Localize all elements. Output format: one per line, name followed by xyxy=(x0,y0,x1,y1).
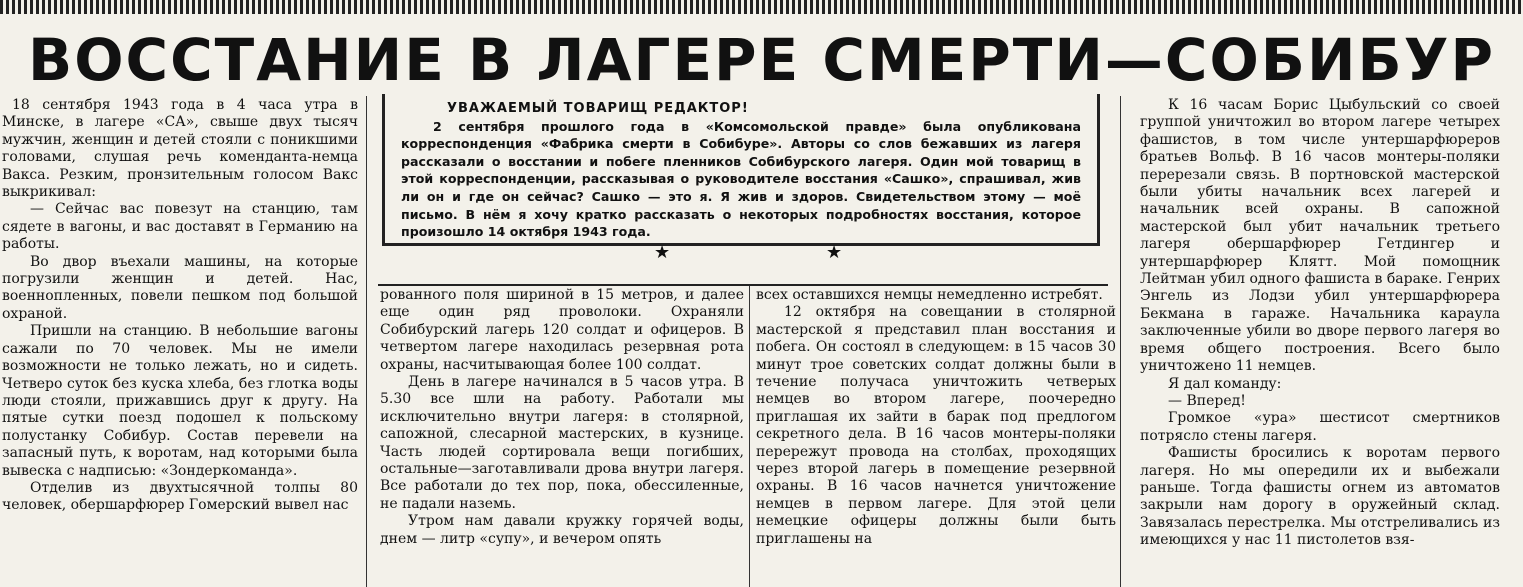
paragraph: — Сейчас вас повезут на станцию, там сядете в вагоны, и вас доставят в Германию на работы. xyxy=(2,201,358,253)
article-column-3 xyxy=(380,287,744,587)
article-column-5 xyxy=(1140,97,1500,587)
paragraph: Во двор въехали машины, на которые погрузили женщин и детей. Нас, военнопленных, повели пешком под большой охраной. xyxy=(2,253,358,322)
column-divider xyxy=(366,96,367,587)
top-border-band xyxy=(0,0,1523,14)
star-ornament: ★ xyxy=(654,242,671,263)
section-rule xyxy=(378,284,1108,286)
page-headline: ВОССТАНИЕ В ЛАГЕРЕ СМЕРТИ—СОБИБУР xyxy=(28,26,1495,94)
paragraph: 18 сентября 1943 года в 4 часа утра в Минске, в лагере «СА», свыше двух тысяч мужчин, женщин и детей стояли с поникшими головами, слушая речь коменданта-немца Вакса. Резким, пронзительным голосом Вакс выкрикивал: xyxy=(2,97,358,201)
letter-body: 2 сентября прошлого года в «Комсомольской правде» была опубликована корреспонденция «Фабрика смерти в Собибуре». Авторы со слов бежавших из лагеря рассказали о восстании и побеге пленников Собибурского лагеря. Один мой товарищ в этой корреспонденции, рассказывая о руководителе восстания «Сашко», спрашивал, жив ли он и где он сейчас? Сашко — это я. Я жив и здоров. Свидетельством этому — моё письмо. В нём я хочу кратко рассказать о некоторых подробностях восстания, которое произошло 14 октября 1943 года. xyxy=(401,118,1081,240)
paragraph: 12 октября на совещании в столярной мастерской я представил план восстания и побега. Он состоял в следующем: в 15 часов 30 минут трое советских солдат должны были в течение получаса уничтожить четверых немцев во втором лагере, поочередно приглашая их зайти в барак под предлогом секретного дела. В 16 часов монтеры-поляки перережут провода на столбах, проходящих через второй лагерь в помещение резервной охраны. В 16 часов начнется уничтожение немцев в первом лагере. Для этой цели немецкие офицеры должны были быть приглашены на xyxy=(756,304,1116,547)
paragraph: — Вперед! xyxy=(1168,392,1246,409)
letter-heading: УВАЖАЕМЫЙ ТОВАРИЩ РЕДАКТОР! xyxy=(447,101,749,116)
star-ornament: ★ xyxy=(826,242,843,263)
paragraph: Я дал команду: xyxy=(1168,375,1282,392)
article-column-1 xyxy=(2,97,358,587)
paragraph: Фашисты бросились к воротам первого лагеря. Но мы опередили их и выбежали раньше. Тогда фашисты огнем из автоматов закрыли нам дорогу в оружейный склад. Завязалась перестрелка. Мы отстреливались из имеющихся у нас 11 пистолетов взя- xyxy=(1140,445,1500,549)
editor-letter-box xyxy=(382,94,1100,246)
column-divider xyxy=(1120,96,1121,587)
paragraph: Пришли на станцию. В небольшие вагоны сажали по 70 человек. Мы не имели возможности не только лежать, но и сидеть. Четверо суток без куска хлеба, без глотка воды люди стояли, прижавшись друг к другу. На пятые сутки поезд подошел к польскому полустанку Собибур. Состав перевели на запасный путь, к воротам, над которыми была вывеска с надписью: «Зондеркоманда». xyxy=(2,323,358,479)
article-column-4 xyxy=(756,287,1116,587)
paragraph: Громкое «ура» шестисот смертников потрясло стены лагеря. xyxy=(1140,410,1500,444)
paragraph: Отделив из двухтысячной толпы 80 человек, обершарфюрер Гомерский вывел нас xyxy=(2,479,358,514)
paragraph: всех оставшихся немцы немедленно истребят. xyxy=(756,287,1103,303)
paragraph: К 16 часам Борис Цыбульский со своей группой уничтожил во втором лагере четырех фашистов, в том числе унтершарфюреров братьев Вольф. В 16 часов монтеры-поляки перерезали связь. В портновской мастерской были убиты начальник всех лагерей и начальник всей охраны. В сапожной мастерской был убит начальник третьего лагеря обершарфюрер Гетдингер и унтершарфюрер Клятт. Мой помощник Лейтман убил одного фашиста в бараке. Генрих Энгель из Лодзи убил унтершарфюрера Бекмана в гараже. Начальника караула заключенные убили во дворе первого лагеря во время общего построения. Всего было уничтожено 11 немцев. xyxy=(1140,97,1500,375)
paragraph: рованного поля шириной в 15 метров, и далее еще один ряд проволоки. Охраняли Собибурский лагерь 120 солдат и офицеров. В четвертом лагере находилась резервная рота охраны, насчитывающая более 100 солдат. xyxy=(380,287,744,373)
paragraph: День в лагере начинался в 5 часов утра. В 5.30 все шли на работу. Работали мы исключительно внутри лагеря: в столярной, сапожной, слесарной мастерских, в кузнице. Часть людей сортировала вещи погибших, остальные—заготавливали дрова внутри лагеря. Все работали до тех пор, пока, обессиленные, не падали наземь. xyxy=(380,374,744,512)
column-divider xyxy=(749,286,750,587)
paragraph: Утром нам давали кружку горячей воды, днем — литр «супу», и вечером опять xyxy=(380,513,744,547)
